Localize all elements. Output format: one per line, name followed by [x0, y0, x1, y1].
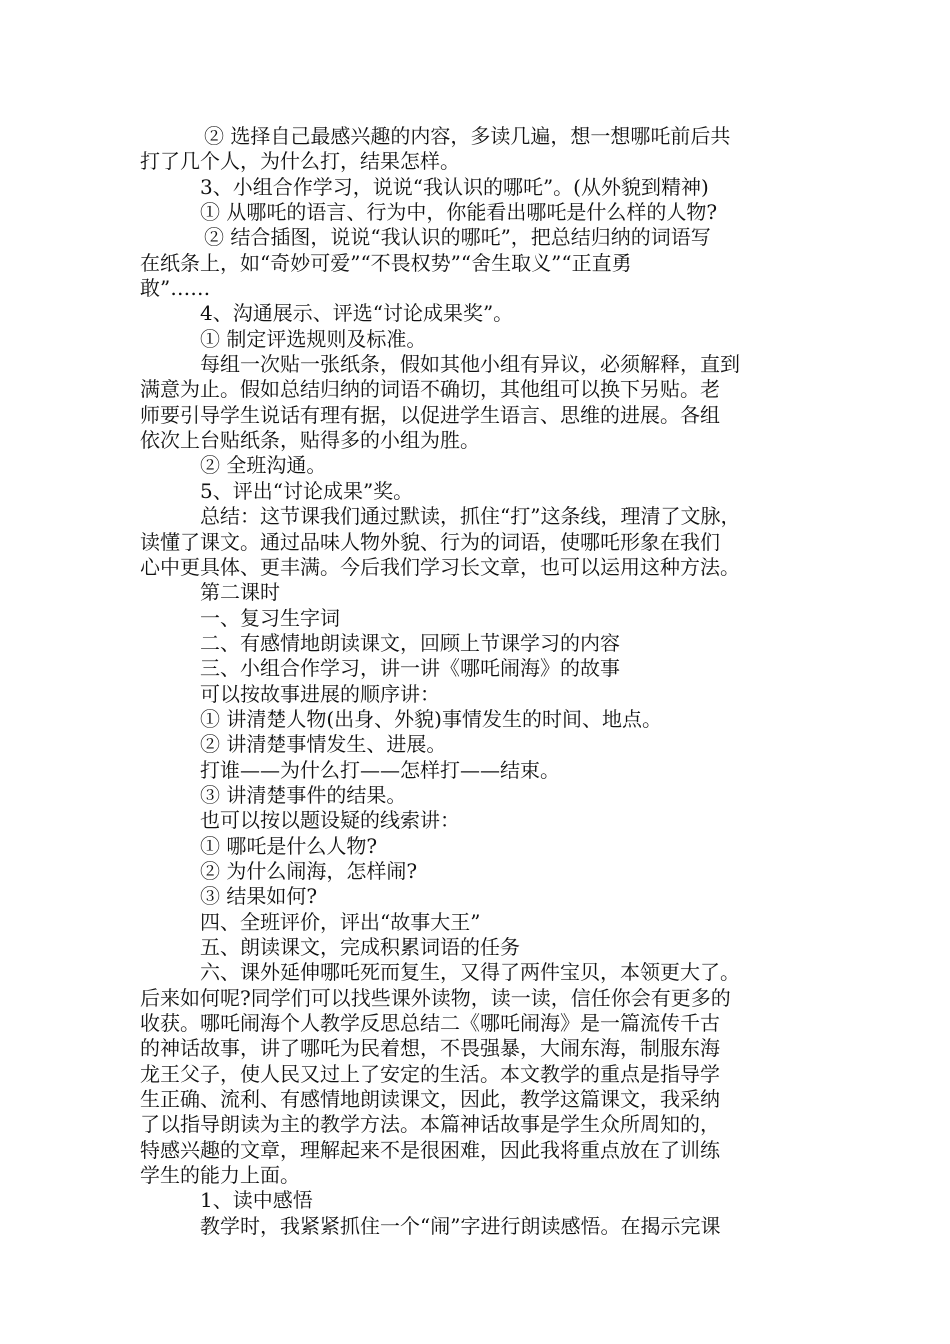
text-line: ② 为什么闹海，怎样闹? [200, 858, 418, 883]
text-line: 总结：这节课我们通过默读，抓住“打”这条线，理清了文脉， [200, 504, 741, 529]
text-line: ③ 结果如何? [200, 884, 318, 909]
text-line: 5、评出“讨论成果”奖。 [200, 478, 414, 503]
text-line: 生正确、流利、有感情地朗读课文，因此，教学这篇课文，我采纳 [140, 1087, 720, 1112]
text-line: 收获。哪吒闹海个人教学反思总结二《哪吒闹海》是一篇流传千古 [140, 1011, 720, 1036]
text-line: ③ 讲清楚事件的结果。 [200, 782, 407, 807]
text-line: 五、朗读课文，完成积累词语的任务 [200, 935, 520, 959]
text-line: ① 从哪吒的语言、行为中，你能看出哪吒是什么样的人物? [200, 200, 718, 225]
text-line: 依次上台贴纸条，贴得多的小组为胜。 [140, 428, 480, 453]
text-line: 也可以按以题设疑的线索讲： [200, 808, 460, 833]
text-line: ② 选择自己最感兴趣的内容，多读几遍，想一想哪吒前后共 [204, 124, 731, 148]
text-line: 一、复习生字词 [200, 605, 340, 630]
text-line: 1、读中感悟 [200, 1188, 313, 1213]
text-line: ② 讲清楚事情发生、进展。 [200, 732, 447, 757]
text-line: 读懂了课文。通过品味人物外貌、行为的词语，使哪吒形象在我们 [140, 529, 720, 554]
text-line: 六、课外延伸哪吒死而复生，又得了两件宝贝，本领更大了。 [200, 960, 740, 985]
text-line: 可以按故事进展的顺序讲： [200, 681, 440, 706]
text-line: 打了几个人，为什么打，结果怎样。 [140, 149, 460, 174]
text-line: ② 全班沟通。 [200, 453, 327, 478]
text-line: ① 制定评选规则及标准。 [200, 326, 427, 351]
text-line: 打谁——为什么打——怎样打——结束。 [200, 757, 560, 782]
text-line: 了以指导朗读为主的教学方法。本篇神话故事是学生众所周知的， [140, 1112, 720, 1137]
text-line: ② 结合插图，说说“我认识的哪吒”，把总结归纳的词语写 [204, 225, 711, 250]
text-line: 三、小组合作学习，讲一讲《哪吒闹海》的故事 [200, 656, 620, 681]
text-line: 在纸条上，如“奇妙可爱”“不畏权势”“舍生取义”“正直勇 [140, 250, 632, 275]
text-line: 敢”…… [140, 276, 211, 301]
text-line: 师要引导学生说话有理有据，以促进学生语言、思维的进展。各组 [140, 402, 720, 427]
text-line: ① 哪吒是什么人物? [200, 833, 378, 858]
section-heading: 第二课时 [200, 580, 280, 605]
text-line: 后来如何呢?同学们可以找些课外读物，读一读，信任你会有更多的 [140, 985, 731, 1010]
text-line: 学生的能力上面。 [140, 1163, 300, 1188]
text-line: 满意为止。假如总结归纳的词语不确切，其他组可以换下另贴。老 [140, 377, 720, 402]
text-line: 心中更具体、更丰满。今后我们学习长文章，也可以运用这种方法。 [140, 554, 740, 579]
document-body [140, 124, 810, 1239]
text-line: 的神话故事，讲了哪吒为民着想，不畏强暴，大闹东海，制服东海 [140, 1036, 720, 1061]
text-line: 特感兴趣的文章，理解起来不是很困难，因此我将重点放在了训练 [140, 1137, 720, 1162]
text-line: 二、有感情地朗读课文，回顾上节课学习的内容 [200, 630, 620, 655]
text-line: 3、小组合作学习，说说“我认识的哪吒”。(从外貌到精神) [200, 174, 709, 199]
text-line: 龙王父子，使人民又过上了安定的生活。本文教学的重点是指导学 [140, 1061, 720, 1086]
text-line: 四、全班评价，评出“故事大王” [200, 909, 481, 934]
text-line: 教学时，我紧紧抓住一个“闹”字进行朗读感悟。在揭示完课 [200, 1213, 721, 1238]
text-line: 每组一次贴一张纸条，假如其他小组有异议，必须解释，直到 [200, 352, 740, 377]
text-line: 4、沟通展示、评选“讨论成果奖”。 [200, 301, 514, 326]
text-line: ① 讲清楚人物(出身、外貌)事情发生的时间、地点。 [200, 706, 662, 731]
